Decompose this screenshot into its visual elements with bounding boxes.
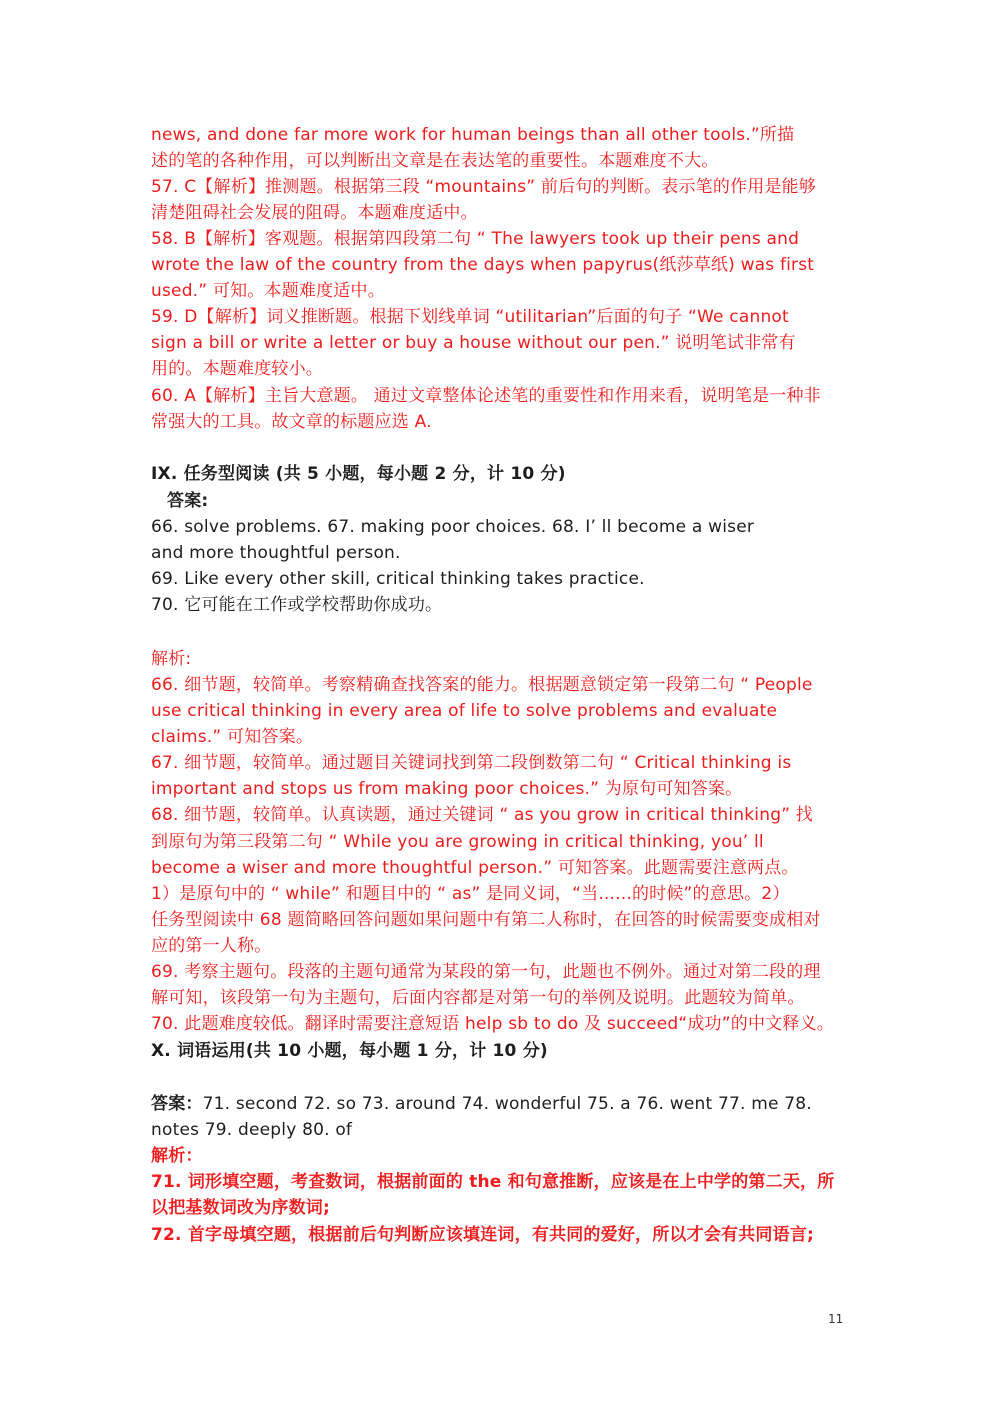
analysis-line: 1）是原句中的 “ while” 和题目中的 “ as” 是同义词，“当......的时候”的意思。2） <box>151 884 790 904</box>
answer-label: 答案： <box>151 1094 203 1114</box>
text-line: news, and done far more work for human beings than all other tools.”所描 <box>151 125 795 145</box>
analysis-line: 解可知，该段第一句为主题句，后面内容都是对第一句的举例及说明。此题较为简单。 <box>151 988 805 1008</box>
text-line: 58. B【解析】客观题。根据第四段第二句 “ The lawyers took up their pens and <box>151 229 800 249</box>
text-line: sign a bill or write a letter or buy a house without our pen.” 说明笔试非常有 <box>151 333 796 353</box>
text-line: 60. A【解析】主旨大意题。 通过文章整体论述笔的重要性和作用来看，说明笔是一种非 <box>151 386 821 406</box>
answer-label: 答案: <box>167 491 209 511</box>
section-heading: IX. 任务型阅读 (共 5 小题，每小题 2 分，计 10 分) <box>151 464 566 484</box>
analysis-label: 解析： <box>151 1146 203 1166</box>
text-line: 用的。本题难度较小。 <box>151 359 323 379</box>
analysis-line: important and stops us from making poor choices.” 为原句可知答案。 <box>151 779 743 799</box>
analysis-line: 以把基数词改为序数词; <box>151 1198 330 1218</box>
answer-line: 70. 它可能在工作或学校帮助你成功。 <box>151 595 443 615</box>
analysis-line: 70. 此题难度较低。翻译时需要注意短语 help sb to do 及 succeed“成功”的中文释义。 <box>151 1014 834 1034</box>
analysis-line: 66. 细节题，较简单。考察精确查找答案的能力。根据题意锁定第一段第二句 “ People <box>151 675 813 695</box>
page-number: 11 <box>828 1312 844 1326</box>
text-line: 59. D【解析】词义推断题。根据下划线单词 “utilitarian”后面的句子 “We cannot <box>151 307 789 327</box>
analysis-line: 应的第一人称。 <box>151 936 272 956</box>
text-line: 述的笔的各种作用，可以判断出文章是在表达笔的重要性。本题难度不大。 <box>151 151 719 171</box>
analysis-line: 到原句为第三段第二句 “ While you are growing in critical thinking, you’ ll <box>151 832 764 852</box>
answer-line: and more thoughtful person. <box>151 543 401 563</box>
analysis-label: 解析: <box>151 649 192 669</box>
analysis-line: 任务型阅读中 68 题简略回答问题如果问题中有第二人称时，在回答的时候需要变成相对 <box>151 910 821 930</box>
text-line: 清楚阻碍社会发展的阻碍。本题难度适中。 <box>151 203 478 223</box>
answer-line: notes 79. deeply 80. of <box>151 1120 353 1140</box>
analysis-line: 67. 细节题，较简单。通过题目关键词找到第二段倒数第二句 “ Critical thinking is <box>151 753 792 773</box>
answer-line <box>151 1091 851 1117</box>
analysis-line: 71. 词形填空题，考查数词，根据前面的 the 和句意推断，应该是在上中学的第二天，所 <box>151 1172 835 1192</box>
analysis-line: claims.” 可知答案。 <box>151 727 314 747</box>
analysis-line: 68. 细节题，较简单。认真读题，通过关键词 “ as you grow in critical thinking” 找 <box>151 805 814 825</box>
analysis-line: 72. 首字母填空题，根据前后句判断应该填连词，有共同的爱好，所以才会有共同语言; <box>151 1225 815 1245</box>
text-line: 57. C【解析】推测题。根据第三段 “mountains” 前后句的判断。表示笔的作用是能够 <box>151 177 817 197</box>
analysis-line: become a wiser and more thoughtful person.” 可知答案。此题需要注意两点。 <box>151 858 799 878</box>
analysis-line: 69. 考察主题句。段落的主题句通常为某段的第一句，此题也不例外。通过对第二段的理 <box>151 962 821 982</box>
text-line: 常强大的工具。故文章的标题应选 A. <box>151 412 432 432</box>
text-line: wrote the law of the country from the days when papyrus(纸莎草纸) was first <box>151 255 815 275</box>
answer-line: 69. Like every other skill, critical thinking takes practice. <box>151 569 645 589</box>
answer-line: 66. solve problems. 67. making poor choices. 68. I’ ll become a wiser <box>151 517 755 537</box>
section-heading: X. 词语运用(共 10 小题，每小题 1 分，计 10 分) <box>151 1041 548 1061</box>
answer-text: 71. second 72. so 73. around 74. wonderful 75. a 76. went 77. me 78. <box>202 1094 812 1114</box>
analysis-line: use critical thinking in every area of life to solve problems and evaluate <box>151 701 778 721</box>
text-line: used.” 可知。本题难度适中。 <box>151 281 385 301</box>
